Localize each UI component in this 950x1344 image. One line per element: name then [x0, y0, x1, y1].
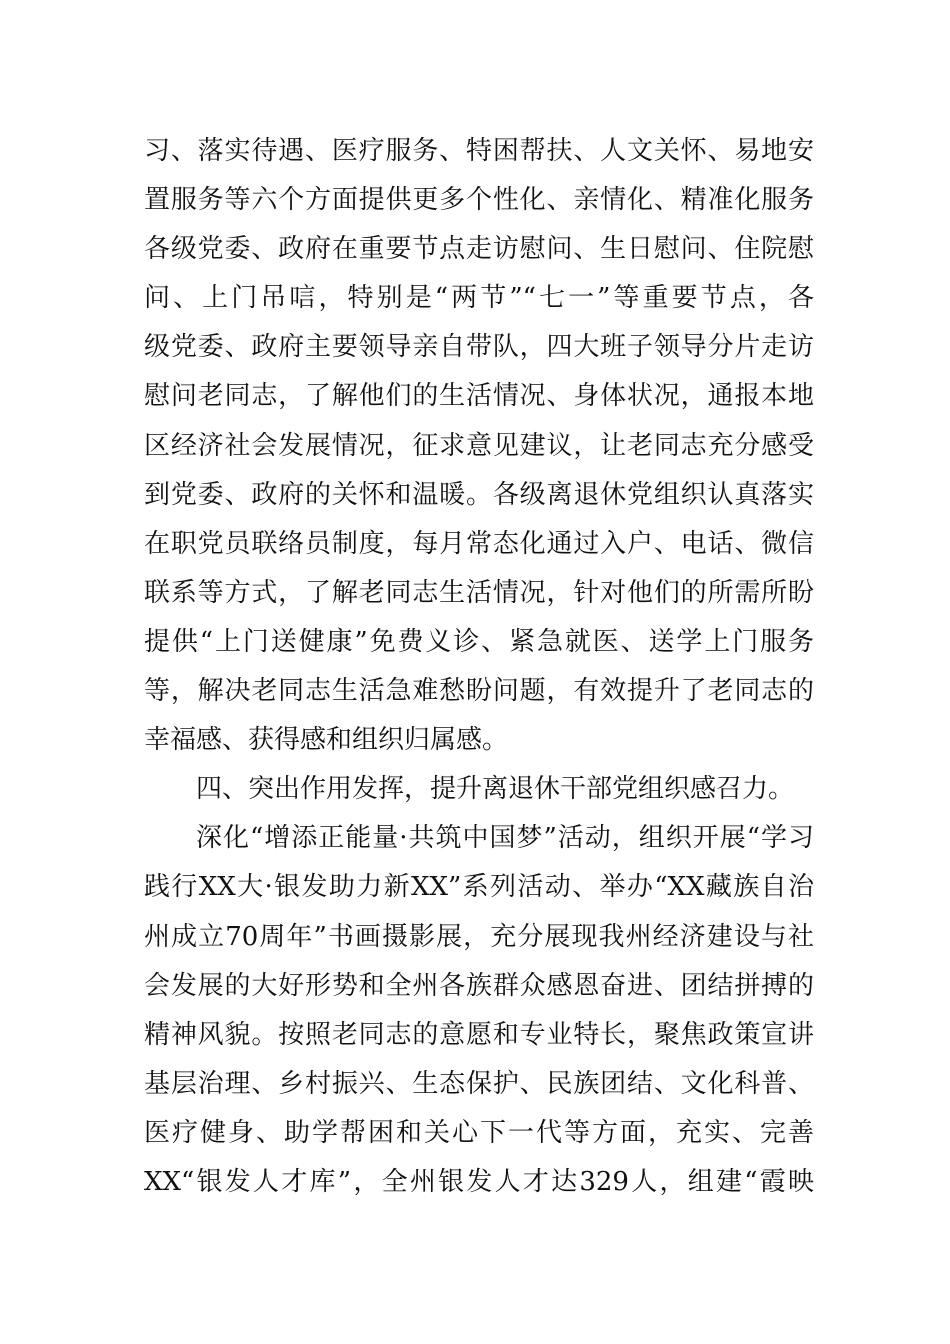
text-line: 在职党员联络员制度，每月常态化通过入户、电话、微信 — [144, 528, 814, 559]
text-line: 深化“增添正能量·共筑中国梦”活动，组织开展“学习 — [196, 823, 814, 854]
text-line: 习、落实待遇、医疗服务、特困帮扶、人文关怀、易地安 — [144, 136, 814, 166]
text-line: 基层治理、乡村振兴、生态保护、民族团结、文化科普、 — [144, 1068, 814, 1099]
text-line: 级党委、政府主要领导亲自带队，四大班子领导分片走访 — [144, 332, 814, 363]
text-line: 区经济社会发展情况，征求意见建议，让老同志充分感受 — [144, 430, 814, 461]
text-line: 践行XX大·银发助力新XX”系列活动、举办“XX藏族自治 — [144, 872, 814, 903]
text-line: XX“银发人才库”，全州银发人才达329人，组建“霞映 — [144, 1166, 814, 1197]
text-line: 到党委、政府的关怀和温暖。各级离退休党组织认真落实 — [144, 479, 814, 510]
section-heading: 四、突出作用发挥，提升离退休干部党组织感召力。 — [196, 774, 795, 805]
text-line: 等，解决老同志生活急难愁盼问题，有效提升了老同志的 — [144, 676, 814, 707]
text-line: 州成立70周年”书画摄影展，充分展现我州经济建设与社 — [144, 921, 814, 952]
document-body — [144, 127, 814, 1207]
text-line: 会发展的大好形势和全州各族群众感恩奋进、团结拼搏的 — [144, 970, 814, 1001]
text-line: 幸福感、获得感和组织归属感。 — [144, 725, 509, 756]
text-line: 医疗健身、助学帮困和关心下一代等方面，充实、完善 — [144, 1117, 814, 1148]
text-line: 精神风貌。按照老同志的意愿和专业特长，聚焦政策宣讲 — [144, 1019, 814, 1050]
text-line: 提供“上门送健康”免费义诊、紧急就医、送学上门服务 — [144, 626, 814, 657]
text-line: 慰问老同志，了解他们的生活情况、身体状况，通报本地 — [144, 381, 814, 412]
text-line: 置服务等六个方面提供更多个性化、亲情化、精准化服务 — [144, 185, 814, 216]
text-line: 联系等方式，了解老同志生活情况，针对他们的所需所盼 — [144, 577, 814, 608]
text-line: 问、上门吊唁，特别是“两节”“七一”等重要节点，各 — [144, 283, 814, 314]
text-line: 各级党委、政府在重要节点走访慰问、生日慰问、住院慰 — [144, 234, 814, 265]
